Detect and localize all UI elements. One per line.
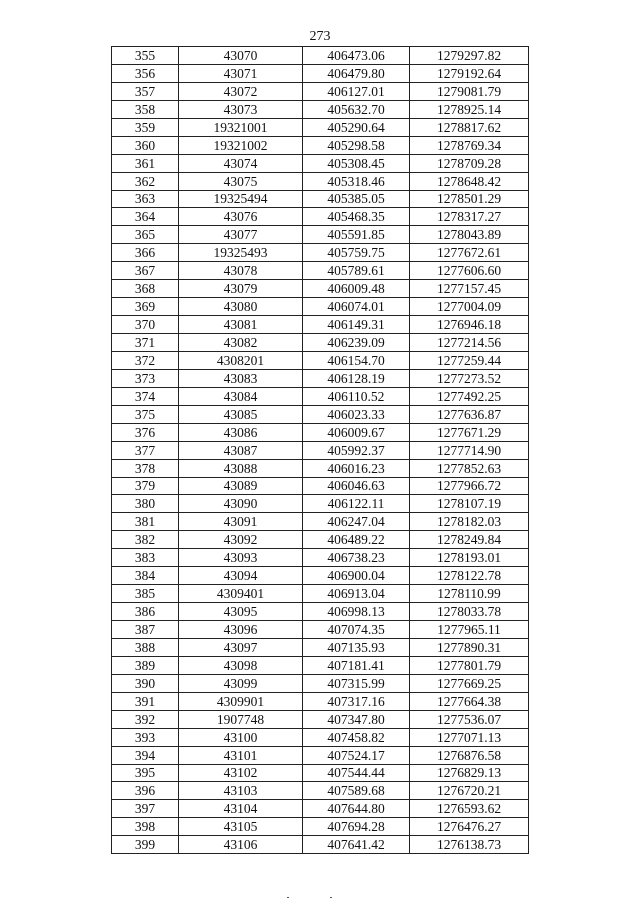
y-coordinate-cell: 1278648.42 <box>410 172 529 190</box>
row-number-cell: 355 <box>112 47 179 65</box>
row-number-cell: 373 <box>112 369 179 387</box>
y-coordinate-cell: 1277606.60 <box>410 262 529 280</box>
point-id-cell: 43104 <box>179 800 303 818</box>
table-row <box>112 351 529 369</box>
point-id-cell: 1907748 <box>179 710 303 728</box>
point-id-cell: 19325493 <box>179 244 303 262</box>
y-coordinate-cell: 1278501.29 <box>410 190 529 208</box>
row-number-cell: 378 <box>112 459 179 477</box>
row-number-cell: 396 <box>112 782 179 800</box>
point-id-cell: 43088 <box>179 459 303 477</box>
point-id-cell: 43090 <box>179 495 303 513</box>
row-number-cell: 384 <box>112 567 179 585</box>
y-coordinate-cell: 1277636.87 <box>410 405 529 423</box>
y-coordinate-cell: 1277259.44 <box>410 351 529 369</box>
table-row <box>112 334 529 352</box>
y-coordinate-cell: 1278317.27 <box>410 208 529 226</box>
table-row <box>112 477 529 495</box>
row-number-cell: 382 <box>112 531 179 549</box>
row-number-cell: 385 <box>112 585 179 603</box>
table-row <box>112 603 529 621</box>
point-id-cell: 43095 <box>179 603 303 621</box>
x-coordinate-cell: 405290.64 <box>303 118 410 136</box>
y-coordinate-cell: 1278769.34 <box>410 136 529 154</box>
x-coordinate-cell: 407694.28 <box>303 818 410 836</box>
point-id-cell: 43086 <box>179 423 303 441</box>
table-row <box>112 82 529 100</box>
scan-speck <box>330 897 332 898</box>
row-number-cell: 360 <box>112 136 179 154</box>
row-number-cell: 383 <box>112 549 179 567</box>
x-coordinate-cell: 406738.23 <box>303 549 410 567</box>
point-id-cell: 43087 <box>179 441 303 459</box>
x-coordinate-cell: 406023.33 <box>303 405 410 423</box>
row-number-cell: 386 <box>112 603 179 621</box>
point-id-cell: 43080 <box>179 298 303 316</box>
table-row <box>112 118 529 136</box>
x-coordinate-cell: 405468.35 <box>303 208 410 226</box>
y-coordinate-cell: 1277273.52 <box>410 369 529 387</box>
y-coordinate-cell: 1276720.21 <box>410 782 529 800</box>
table-row <box>112 154 529 172</box>
x-coordinate-cell: 406998.13 <box>303 603 410 621</box>
x-coordinate-cell: 407317.16 <box>303 692 410 710</box>
point-id-cell: 43092 <box>179 531 303 549</box>
x-coordinate-cell: 405632.70 <box>303 100 410 118</box>
x-coordinate-cell: 406154.70 <box>303 351 410 369</box>
point-id-cell: 43081 <box>179 316 303 334</box>
row-number-cell: 388 <box>112 638 179 656</box>
point-id-cell: 43074 <box>179 154 303 172</box>
row-number-cell: 397 <box>112 800 179 818</box>
table-row <box>112 172 529 190</box>
table-row <box>112 567 529 585</box>
row-number-cell: 393 <box>112 728 179 746</box>
point-id-cell: 19321002 <box>179 136 303 154</box>
x-coordinate-cell: 406128.19 <box>303 369 410 387</box>
row-number-cell: 363 <box>112 190 179 208</box>
y-coordinate-cell: 1276476.27 <box>410 818 529 836</box>
y-coordinate-cell: 1278925.14 <box>410 100 529 118</box>
point-id-cell: 43093 <box>179 549 303 567</box>
table-row <box>112 728 529 746</box>
row-number-cell: 380 <box>112 495 179 513</box>
row-number-cell: 389 <box>112 656 179 674</box>
x-coordinate-cell: 406913.04 <box>303 585 410 603</box>
y-coordinate-cell: 1276829.13 <box>410 764 529 782</box>
page-number: 273 <box>309 29 331 44</box>
row-number-cell: 374 <box>112 387 179 405</box>
point-id-cell: 43105 <box>179 818 303 836</box>
x-coordinate-cell: 406009.67 <box>303 423 410 441</box>
table-row <box>112 226 529 244</box>
y-coordinate-cell: 1277004.09 <box>410 298 529 316</box>
table-row <box>112 836 529 854</box>
row-number-cell: 370 <box>112 316 179 334</box>
row-number-cell: 395 <box>112 764 179 782</box>
coordinates-table <box>111 46 529 854</box>
point-id-cell: 43094 <box>179 567 303 585</box>
y-coordinate-cell: 1277071.13 <box>410 728 529 746</box>
point-id-cell: 43099 <box>179 674 303 692</box>
x-coordinate-cell: 406074.01 <box>303 298 410 316</box>
point-id-cell: 43083 <box>179 369 303 387</box>
y-coordinate-cell: 1277890.31 <box>410 638 529 656</box>
y-coordinate-cell: 1276946.18 <box>410 316 529 334</box>
y-coordinate-cell: 1278249.84 <box>410 531 529 549</box>
x-coordinate-cell: 407458.82 <box>303 728 410 746</box>
point-id-cell: 43070 <box>179 47 303 65</box>
table-row <box>112 405 529 423</box>
table-row <box>112 459 529 477</box>
table-row <box>112 746 529 764</box>
point-id-cell: 43085 <box>179 405 303 423</box>
row-number-cell: 381 <box>112 513 179 531</box>
row-number-cell: 367 <box>112 262 179 280</box>
table-row <box>112 64 529 82</box>
table-row <box>112 47 529 65</box>
row-number-cell: 368 <box>112 280 179 298</box>
point-id-cell: 43071 <box>179 64 303 82</box>
y-coordinate-cell: 1276876.58 <box>410 746 529 764</box>
table-row <box>112 280 529 298</box>
point-id-cell: 43078 <box>179 262 303 280</box>
point-id-cell: 43106 <box>179 836 303 854</box>
table-row <box>112 316 529 334</box>
row-number-cell: 364 <box>112 208 179 226</box>
y-coordinate-cell: 1277492.25 <box>410 387 529 405</box>
y-coordinate-cell: 1277966.72 <box>410 477 529 495</box>
row-number-cell: 357 <box>112 82 179 100</box>
x-coordinate-cell: 406149.31 <box>303 316 410 334</box>
table-row <box>112 531 529 549</box>
y-coordinate-cell: 1276593.62 <box>410 800 529 818</box>
table-row <box>112 710 529 728</box>
table-row <box>112 136 529 154</box>
point-id-cell: 43076 <box>179 208 303 226</box>
row-number-cell: 369 <box>112 298 179 316</box>
point-id-cell: 43103 <box>179 782 303 800</box>
y-coordinate-cell: 1278107.19 <box>410 495 529 513</box>
table-row <box>112 656 529 674</box>
x-coordinate-cell: 406479.80 <box>303 64 410 82</box>
y-coordinate-cell: 1279081.79 <box>410 82 529 100</box>
y-coordinate-cell: 1278122.78 <box>410 567 529 585</box>
x-coordinate-cell: 405298.58 <box>303 136 410 154</box>
table-row <box>112 100 529 118</box>
x-coordinate-cell: 407135.93 <box>303 638 410 656</box>
y-coordinate-cell: 1277801.79 <box>410 656 529 674</box>
y-coordinate-cell: 1278182.03 <box>410 513 529 531</box>
y-coordinate-cell: 1278110.99 <box>410 585 529 603</box>
row-number-cell: 392 <box>112 710 179 728</box>
point-id-cell: 43102 <box>179 764 303 782</box>
point-id-cell: 4309401 <box>179 585 303 603</box>
table-row <box>112 692 529 710</box>
y-coordinate-cell: 1277536.07 <box>410 710 529 728</box>
point-id-cell: 19321001 <box>179 118 303 136</box>
point-id-cell: 43089 <box>179 477 303 495</box>
table-row <box>112 800 529 818</box>
x-coordinate-cell: 405789.61 <box>303 262 410 280</box>
row-number-cell: 358 <box>112 100 179 118</box>
row-number-cell: 391 <box>112 692 179 710</box>
row-number-cell: 366 <box>112 244 179 262</box>
y-coordinate-cell: 1276138.73 <box>410 836 529 854</box>
table-row <box>112 549 529 567</box>
table-row <box>112 244 529 262</box>
table-row <box>112 423 529 441</box>
x-coordinate-cell: 406110.52 <box>303 387 410 405</box>
point-id-cell: 43082 <box>179 334 303 352</box>
y-coordinate-cell: 1277965.11 <box>410 621 529 639</box>
table-row <box>112 369 529 387</box>
table-row <box>112 298 529 316</box>
x-coordinate-cell: 405318.46 <box>303 172 410 190</box>
x-coordinate-cell: 407524.17 <box>303 746 410 764</box>
table-row <box>112 441 529 459</box>
y-coordinate-cell: 1277671.29 <box>410 423 529 441</box>
y-coordinate-cell: 1279192.64 <box>410 64 529 82</box>
coordinates-table-body <box>112 47 529 854</box>
row-number-cell: 359 <box>112 118 179 136</box>
scan-speck <box>287 897 289 898</box>
x-coordinate-cell: 406473.06 <box>303 47 410 65</box>
row-number-cell: 387 <box>112 621 179 639</box>
x-coordinate-cell: 406900.04 <box>303 567 410 585</box>
x-coordinate-cell: 406489.22 <box>303 531 410 549</box>
point-id-cell: 43098 <box>179 656 303 674</box>
y-coordinate-cell: 1279297.82 <box>410 47 529 65</box>
row-number-cell: 379 <box>112 477 179 495</box>
table-row <box>112 208 529 226</box>
y-coordinate-cell: 1277664.38 <box>410 692 529 710</box>
row-number-cell: 394 <box>112 746 179 764</box>
point-id-cell: 43100 <box>179 728 303 746</box>
row-number-cell: 375 <box>112 405 179 423</box>
table-row <box>112 782 529 800</box>
row-number-cell: 398 <box>112 818 179 836</box>
row-number-cell: 371 <box>112 334 179 352</box>
x-coordinate-cell: 406239.09 <box>303 334 410 352</box>
x-coordinate-cell: 406247.04 <box>303 513 410 531</box>
point-id-cell: 4308201 <box>179 351 303 369</box>
table-row <box>112 638 529 656</box>
x-coordinate-cell: 405992.37 <box>303 441 410 459</box>
table-row <box>112 387 529 405</box>
point-id-cell: 43072 <box>179 82 303 100</box>
point-id-cell: 43077 <box>179 226 303 244</box>
table-row <box>112 818 529 836</box>
x-coordinate-cell: 406016.23 <box>303 459 410 477</box>
y-coordinate-cell: 1278033.78 <box>410 603 529 621</box>
y-coordinate-cell: 1277669.25 <box>410 674 529 692</box>
table-row <box>112 513 529 531</box>
point-id-cell: 4309901 <box>179 692 303 710</box>
point-id-cell: 43084 <box>179 387 303 405</box>
row-number-cell: 361 <box>112 154 179 172</box>
row-number-cell: 356 <box>112 64 179 82</box>
row-number-cell: 376 <box>112 423 179 441</box>
x-coordinate-cell: 407347.80 <box>303 710 410 728</box>
x-coordinate-cell: 406122.11 <box>303 495 410 513</box>
point-id-cell: 43079 <box>179 280 303 298</box>
x-coordinate-cell: 405385.05 <box>303 190 410 208</box>
x-coordinate-cell: 407181.41 <box>303 656 410 674</box>
point-id-cell: 43073 <box>179 100 303 118</box>
row-number-cell: 377 <box>112 441 179 459</box>
y-coordinate-cell: 1277672.61 <box>410 244 529 262</box>
row-number-cell: 390 <box>112 674 179 692</box>
x-coordinate-cell: 406127.01 <box>303 82 410 100</box>
point-id-cell: 43097 <box>179 638 303 656</box>
point-id-cell: 19325494 <box>179 190 303 208</box>
point-id-cell: 43096 <box>179 621 303 639</box>
point-id-cell: 43091 <box>179 513 303 531</box>
table-row <box>112 674 529 692</box>
table-row <box>112 585 529 603</box>
row-number-cell: 362 <box>112 172 179 190</box>
x-coordinate-cell: 407315.99 <box>303 674 410 692</box>
x-coordinate-cell: 406009.48 <box>303 280 410 298</box>
y-coordinate-cell: 1277852.63 <box>410 459 529 477</box>
point-id-cell: 43101 <box>179 746 303 764</box>
table-row <box>112 190 529 208</box>
x-coordinate-cell: 407544.44 <box>303 764 410 782</box>
y-coordinate-cell: 1277214.56 <box>410 334 529 352</box>
x-coordinate-cell: 407589.68 <box>303 782 410 800</box>
y-coordinate-cell: 1278817.62 <box>410 118 529 136</box>
table-row <box>112 495 529 513</box>
point-id-cell: 43075 <box>179 172 303 190</box>
table-row <box>112 764 529 782</box>
y-coordinate-cell: 1277157.45 <box>410 280 529 298</box>
x-coordinate-cell: 405591.85 <box>303 226 410 244</box>
y-coordinate-cell: 1278043.89 <box>410 226 529 244</box>
y-coordinate-cell: 1278193.01 <box>410 549 529 567</box>
x-coordinate-cell: 405308.45 <box>303 154 410 172</box>
row-number-cell: 365 <box>112 226 179 244</box>
x-coordinate-cell: 407641.42 <box>303 836 410 854</box>
table-row <box>112 262 529 280</box>
x-coordinate-cell: 407644.80 <box>303 800 410 818</box>
table-row <box>112 621 529 639</box>
y-coordinate-cell: 1277714.90 <box>410 441 529 459</box>
y-coordinate-cell: 1278709.28 <box>410 154 529 172</box>
row-number-cell: 372 <box>112 351 179 369</box>
x-coordinate-cell: 407074.35 <box>303 621 410 639</box>
row-number-cell: 399 <box>112 836 179 854</box>
x-coordinate-cell: 405759.75 <box>303 244 410 262</box>
x-coordinate-cell: 406046.63 <box>303 477 410 495</box>
